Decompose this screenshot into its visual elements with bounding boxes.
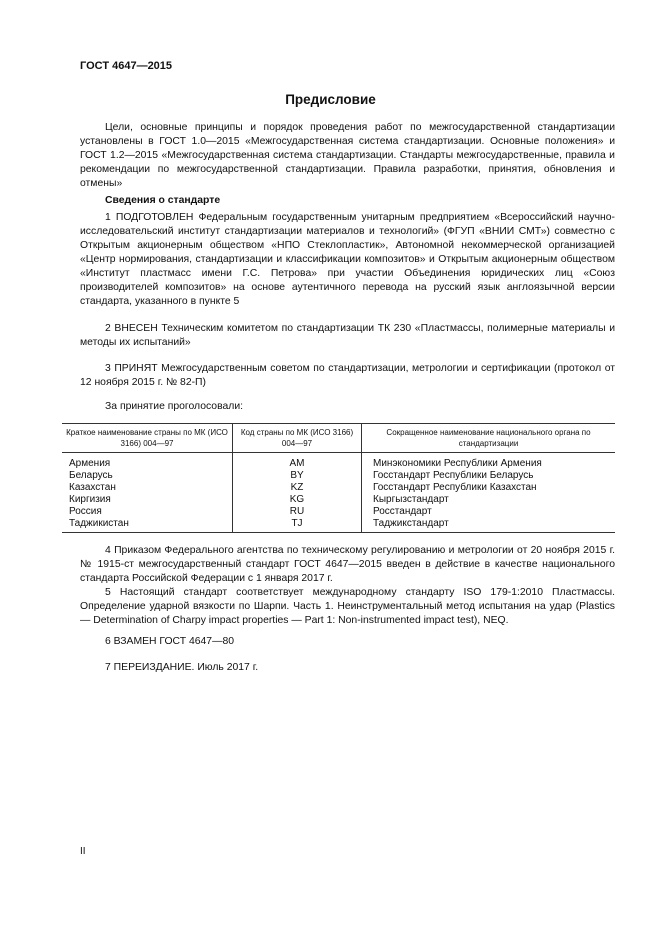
item-2 — [80, 322, 615, 350]
item-3-text: 3 ПРИНЯТ Межгосударственным советом по стандартизации, метрологии и сертификации (протокол от 12 ноября 2015 г. № 82-П) — [80, 363, 615, 388]
intro-paragraph — [80, 121, 615, 191]
item-2-text: 2 ВНЕСЕН Техническим комитетом по стандартизации ТК 230 «Пластмассы, полимерные материалы и методы их испытаний» — [80, 323, 615, 348]
cell-country: Таджикистан — [69, 518, 129, 529]
cell-body: Госстандарт Республики Беларусь — [362, 470, 616, 482]
table-row — [62, 494, 615, 506]
item-1-text: 1 ПОДГОТОВЛЕН Федеральным государственным унитарным предприятием «Всероссийский научно-исследовательский институт стандартизации материалов и технологий» (ФГУП «ВНИИ СМТ») совместно с Открытым акционерным обществом «НПО Стеклопластик», Автономной некоммерческой организацией «Центр нормирования, стандартизации и классификации композитов» и Открытым акционерным обществом «Институт пластмасс имени Г.С. Петрова» при участии Объединения юридических лиц «Союз производителей композитов» на основе аутентичного перевода на русский язык англоязычной версии стандарта, указанного в пункте 5 — [80, 212, 615, 307]
page-number: II — [80, 846, 86, 857]
cell-body: Минэкономики Республики Армения — [362, 453, 616, 471]
item-1 — [80, 211, 615, 309]
cell-country: Беларусь — [69, 470, 113, 481]
cell-code: KG — [233, 494, 362, 506]
item-4-text: 4 Приказом Федерального агентства по техническому регулированию и метрологии от 20 ноября 2015 г. № 1915-ст межгосударственный стандарт ГОСТ 4647—2015 введен в действие в качестве национального стандарта Российской Федерации с 1 января 2017 г. — [80, 545, 615, 584]
table-row — [62, 506, 615, 518]
cell-country: Армения — [69, 458, 111, 469]
table-row — [62, 518, 615, 533]
cell-code: KZ — [233, 482, 362, 494]
voting-table — [62, 423, 615, 533]
cell-code: BY — [233, 470, 362, 482]
item-7: 7 ПЕРЕИЗДАНИЕ. Июль 2017 г. — [105, 662, 259, 673]
cell-country: Киргизия — [69, 494, 111, 505]
header-country-code: Код страны по МК (ИСО 3166) 004—97 — [233, 424, 362, 453]
table-header-row — [62, 424, 615, 453]
header-country-name: Краткое наименование страны по МК (ИСО 3166) 004—97 — [62, 424, 233, 453]
info-heading: Сведения о стандарте — [105, 195, 221, 206]
table-row — [62, 453, 615, 471]
item-5-text: 5 Настоящий стандарт соответствует международному стандарту ISO 179-1:2010 Пластмассы. Определение ударной вязкости по Шарпи. Часть 1. Неинструментальный метод испытания на удар (Plastics — Determination of Charpy impact properties — Part 1: Non-instrumented impact test), NEQ. — [80, 587, 615, 626]
page-title: Предисловие — [285, 92, 376, 107]
cell-body: Росстандарт — [362, 506, 616, 518]
intro-text: Цели, основные принципы и порядок проведения работ по межгосударственной стандартизации установлены в ГОСТ 1.0—2015 «Межгосударственная система стандартизации. Основные положения» и ГОСТ 1.2—2015 «Межгосударственная система стандартизации. Стандарты межгосударственные, правила и рекомендации по межгосударственной стандартизации. Правила разработки, принятия, обновления и отмены» — [80, 122, 615, 189]
cell-body: Таджикстандарт — [362, 518, 616, 533]
cell-country: Казахстан — [69, 482, 116, 493]
header-standards-body: Сокращенное наименование национального органа по стандартизации — [362, 424, 616, 453]
item-4-5 — [80, 544, 615, 628]
cell-body: Кыргызстандарт — [362, 494, 616, 506]
table-row — [62, 482, 615, 494]
cell-code: TJ — [233, 518, 362, 533]
vote-label: За принятие проголосовали: — [105, 401, 244, 412]
cell-code: RU — [233, 506, 362, 518]
cell-country: Россия — [69, 506, 102, 517]
item-3 — [80, 362, 615, 390]
cell-body: Госстандарт Республики Казахстан — [362, 482, 616, 494]
cell-code: AM — [233, 453, 362, 471]
document-id: ГОСТ 4647—2015 — [80, 60, 173, 72]
table-row — [62, 470, 615, 482]
item-6: 6 ВЗАМЕН ГОСТ 4647—80 — [105, 636, 235, 647]
